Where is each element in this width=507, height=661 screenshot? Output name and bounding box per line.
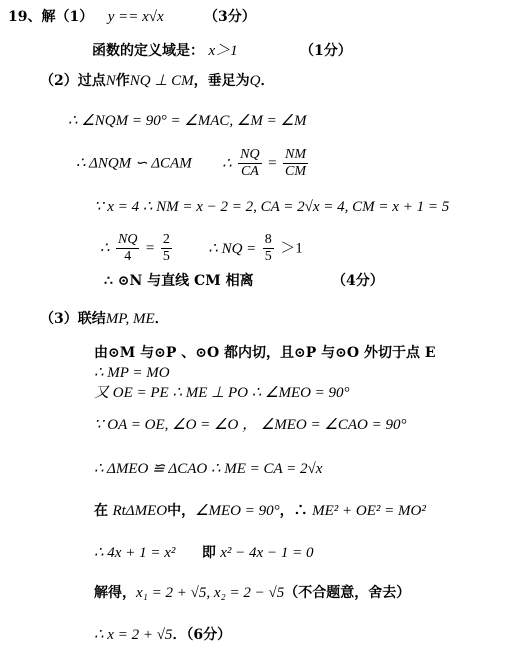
solution-line-2 xyxy=(92,42,352,60)
ratio-den-5: 5 xyxy=(162,249,170,264)
rejected-note: （不合题意，舍去） xyxy=(284,585,411,601)
nq-equals: ∴ NQ = xyxy=(208,240,257,257)
middle-text: 中， xyxy=(167,503,196,519)
quadratic-equation: x² − 4x − 1 = 0 xyxy=(220,545,314,561)
domain-label: 函数的定义域是： xyxy=(92,43,204,59)
score-part1: （3分） xyxy=(204,9,256,25)
perpendicular-line xyxy=(94,384,350,402)
greater-than-one: ＞1 xyxy=(280,240,303,257)
equals-sign: = xyxy=(268,155,277,172)
score-part2: （4分） xyxy=(332,273,384,289)
part2-text-2: ，垂足为 xyxy=(193,73,250,89)
length-values: ∵ x = 4 ∴ NM = x − 2 = 2, CA = 2√x = 4, CM = x + 1 = 5 xyxy=(94,199,450,215)
therefore-symbol: ∴ xyxy=(222,155,232,172)
question-number: 19、解（1） xyxy=(8,9,94,25)
tangent-circles-line xyxy=(94,344,436,362)
angle-equality: ∴ ∠NQM = 90° = ∠MAC, ∠M = ∠M xyxy=(68,113,307,129)
ratio-num-nm: NM xyxy=(284,147,306,162)
quadratic-roots: x₁ = 2 + √5, x₂ = 2 − √5 xyxy=(136,585,285,601)
score-domain: （1分） xyxy=(300,43,352,59)
point-q: Q xyxy=(249,73,261,89)
part3-segments: MP, ME xyxy=(105,311,155,327)
part2-label: （2）过点 xyxy=(40,73,106,89)
quadratic-line xyxy=(94,544,313,562)
solve-label: 解得， xyxy=(94,585,136,601)
tangent-circles: 由⊙M 与⊙P 、⊙O 都内切，且⊙P 与⊙O 外切于点 E xyxy=(94,345,436,361)
ratio-num-nq-2: NQ xyxy=(118,232,138,247)
mp-mo-line xyxy=(94,364,170,382)
ratio-num-nq: NQ xyxy=(240,147,260,162)
solutions-line xyxy=(94,584,410,602)
part3-period: ． xyxy=(154,311,169,327)
solution-line-1 xyxy=(8,8,256,26)
therefore-symbol-2: ∴ xyxy=(100,240,110,257)
ratio-den-ca: CA xyxy=(240,164,259,179)
ratio-den-cm: CM xyxy=(284,164,306,179)
ratio-nq-4 xyxy=(116,232,139,265)
equals-sign-2: = xyxy=(145,240,155,257)
congruent-triangles: ∴ ΔMEO ≌ ΔCAO ∴ ME = CA = 2√x xyxy=(94,461,323,477)
ratio-num-2: 2 xyxy=(162,232,170,247)
score-part3: ．（6分） xyxy=(172,627,232,643)
therefore-text: ，∴ xyxy=(279,503,308,519)
part2-intro xyxy=(40,72,275,90)
pythagorean-line xyxy=(94,502,426,520)
domain-expression: x＞1 xyxy=(208,43,238,59)
conclusion-part2 xyxy=(104,272,384,290)
mp-equals-mo: ∴ MP = MO xyxy=(94,365,170,381)
final-answer: ∴ x = 2 + √5 xyxy=(94,627,173,643)
length-values-line xyxy=(94,198,449,216)
perpendicular-expr: NQ ⊥ CM xyxy=(129,73,194,89)
namely-label: 即 xyxy=(201,545,216,561)
ratio-nq-ca xyxy=(238,147,261,180)
right-angle-meo: ∠MEO = 90° xyxy=(195,503,280,519)
part3-label: （3）联结 xyxy=(40,311,106,327)
similar-triangles-line xyxy=(76,147,310,180)
equation-4x-plus-1: ∴ 4x + 1 = x² xyxy=(94,545,176,561)
me-perpendicular-po: 又 OE = PE ∴ ME ⊥ PO ∴ ∠MEO = 90° xyxy=(94,385,350,401)
fraction-den-5: 5 xyxy=(264,249,272,264)
angle-equality-line xyxy=(68,112,306,130)
part2-text: 作 xyxy=(115,73,130,89)
congruence-conditions-line xyxy=(94,416,406,434)
congruent-triangles-line xyxy=(94,460,322,478)
point-n: N xyxy=(105,73,116,89)
ratio-den-4: 4 xyxy=(124,249,132,264)
circle-separate-line: ∴ ⊙N 与直线 CM 相离 xyxy=(104,273,254,289)
ratio-2-5 xyxy=(161,232,172,265)
right-triangle-meo: RtΔMEO xyxy=(112,503,168,519)
function-equation: y == x√x xyxy=(107,9,164,25)
part3-intro xyxy=(40,310,169,328)
similar-triangles: ∴ ΔNQM ∽ ΔCAM xyxy=(76,155,192,172)
nq-value-line xyxy=(100,232,303,265)
congruence-conditions: ∵ OA = OE, ∠O = ∠O ， ∠MEO = ∠CAO = 90° xyxy=(94,417,407,433)
fraction-num-8: 8 xyxy=(264,232,272,247)
pythagorean-equation: ME² + OE² = MO² xyxy=(312,503,426,519)
ratio-nm-cm xyxy=(283,147,308,180)
fraction-8-5 xyxy=(263,232,274,265)
in-label: 在 xyxy=(94,503,108,519)
part2-period: ． xyxy=(260,73,275,89)
final-answer-line xyxy=(94,626,231,644)
